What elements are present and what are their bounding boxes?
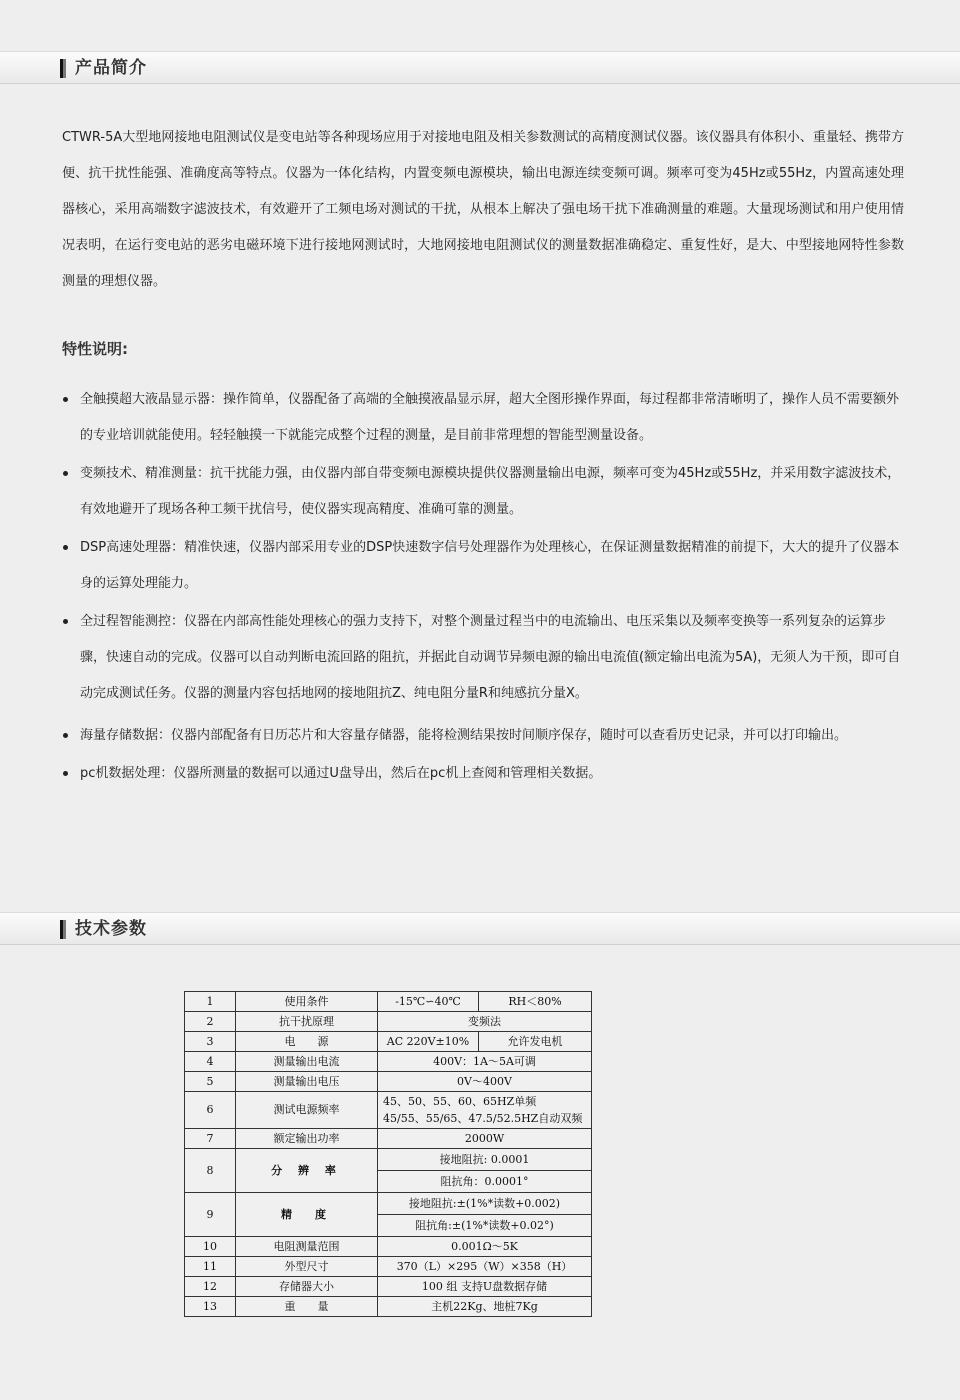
table-row [185, 1072, 592, 1092]
param-name: 电阻测量范围 [236, 1237, 378, 1257]
section-marker-icon [60, 59, 66, 78]
section-title-intro: 产品简介 [75, 58, 147, 78]
table-row [185, 1052, 592, 1072]
feature-item [62, 382, 906, 454]
row-number: 3 [185, 1032, 236, 1052]
section-header-intro [0, 51, 960, 84]
feature-text: DSP高速处理器：精准快速，仪器内部采用专业的DSP快速数字信号处理器作为处理核心，在保证测量数据精准的前提下，大大的提升了仪器本身的运算处理能力。 [80, 540, 900, 591]
feature-text: 全过程智能测控：仪器在内部高性能处理核心的强力支持下，对整个测量过程当中的电流输出、电压采集以及频率变换等一系列复杂的运算步骤，快速自动的完成。仪器可以自动判断电流回路的阻抗，并据此自动调节异频电源的输出电流值(额定输出电流为5A)，无须人为干预，即可自动完成测试任务。仪器的测量内容包括地网的接地阻抗Z、纯电阻分量R和纯感抗分量X。 [80, 614, 901, 701]
row-number: 13 [185, 1297, 236, 1317]
table-row [185, 992, 592, 1012]
section-marker-icon [60, 920, 66, 939]
param-value: 接地阻抗:±(1%*读数+0.002) [378, 1193, 592, 1215]
features-heading: 特性说明: [62, 340, 128, 358]
param-name: 电 源 [236, 1032, 378, 1052]
param-value-line: 45、50、55、60、65HZ单频 [383, 1095, 537, 1108]
feature-item [62, 530, 906, 602]
param-name: 额定输出功率 [236, 1129, 378, 1149]
param-value: 阻抗角:±(1%*读数+0.02°) [378, 1215, 592, 1237]
row-number: 8 [185, 1149, 236, 1193]
param-value: 0.001Ω～5K [378, 1237, 592, 1257]
feature-text: 变频技术、精准测量：抗干扰能力强，由仪器内部自带变频电源模块提供仪器测量输出电源，频率可变为45Hz或55Hz，并采用数字滤波技术，有效地避开了现场各种工频干扰信号，使仪器实现高精度、准确可靠的测量。 [80, 466, 901, 517]
feature-text: 全触摸超大液晶显示器：操作简单，仪器配备了高端的全触摸液晶显示屏，超大全图形操作界面，每过程都非常清晰明了，操作人员不需要额外的专业培训就能使用。轻轻触摸一下就能完成整个过程的测量，是目前非常理想的智能型测量设备。 [80, 392, 900, 443]
table-row [185, 1012, 592, 1032]
row-number: 1 [185, 992, 236, 1012]
row-number: 7 [185, 1129, 236, 1149]
param-value [378, 1092, 592, 1129]
param-name: 使用条件 [236, 992, 378, 1012]
row-number: 9 [185, 1193, 236, 1237]
section-title-specs: 技术参数 [75, 919, 147, 939]
param-name: 重 量 [236, 1297, 378, 1317]
bullet-icon [63, 733, 68, 738]
feature-item [62, 604, 906, 712]
bullet-icon [63, 471, 68, 476]
param-value: 接地阻抗: 0.0001 [378, 1149, 592, 1171]
param-name: 外型尺寸 [236, 1257, 378, 1277]
param-value: -15℃∽40℃ [378, 992, 479, 1012]
section-header-specs [0, 912, 960, 945]
param-name: 存储器大小 [236, 1277, 378, 1297]
param-value: 100 组 支持U盘数据存储 [378, 1277, 592, 1297]
table-row [185, 1193, 592, 1215]
bullet-icon [63, 545, 68, 550]
param-value: 阻抗角：0.0001° [378, 1171, 592, 1193]
row-number: 4 [185, 1052, 236, 1072]
param-value: 0V～400V [378, 1072, 592, 1092]
param-value: 主机22Kg、地桩7Kg [378, 1297, 592, 1317]
table-row [185, 1277, 592, 1297]
table-row [185, 1092, 592, 1129]
param-name: 分 辨 率 [236, 1149, 378, 1193]
features-list [62, 382, 906, 794]
feature-item [62, 718, 906, 754]
param-value: 370（L）×295（W）×358（H） [378, 1257, 592, 1277]
param-name: 测试电源频率 [236, 1092, 378, 1129]
param-name: 抗干扰原理 [236, 1012, 378, 1032]
param-value: RH＜80% [479, 992, 592, 1012]
table-row [185, 1297, 592, 1317]
param-name: 精 度 [236, 1193, 378, 1237]
param-value: 变频法 [378, 1012, 592, 1032]
param-value-line: 45/55、55/65、47.5/52.5HZ自动双频 [383, 1112, 583, 1125]
param-value: 2000W [378, 1129, 592, 1149]
row-number: 5 [185, 1072, 236, 1092]
feature-text: 海量存储数据：仪器内部配备有日历芯片和大容量存储器，能将检测结果按时间顺序保存，随时可以查看历史记录，并可以打印输出。 [80, 728, 848, 743]
param-name: 测量输出电流 [236, 1052, 378, 1072]
feature-item [62, 456, 906, 528]
param-value: 400V：1A～5A可调 [378, 1052, 592, 1072]
bullet-icon [63, 771, 68, 776]
feature-item [62, 756, 906, 792]
param-name: 测量输出电压 [236, 1072, 378, 1092]
table-row [185, 1149, 592, 1171]
feature-text: pc机数据处理：仪器所测量的数据可以通过U盘导出，然后在pc机上查阅和管理相关数据。 [80, 766, 602, 781]
table-row [185, 1032, 592, 1052]
table-row [185, 1129, 592, 1149]
table-row [185, 1237, 592, 1257]
row-number: 2 [185, 1012, 236, 1032]
row-number: 11 [185, 1257, 236, 1277]
intro-paragraph: CTWR-5A大型地网接地电阻测试仪是变电站等各种现场应用于对接地电阻及相关参数测试的高精度测试仪器。该仪器具有体积小、重量轻、携带方便、抗干扰性能强、准确度高等特点。仪器为一体化结构，内置变频电源模块，输出电源连续变频可调。频率可变为45Hz或55Hz，内置高速处理器核心，采用高端数字滤波技术，有效避开了工频电场对测试的干扰，从根本上解决了强电场干扰下准确测量的难题。大量现场测试和用户使用情况表明，在运行变电站的恶劣电磁环境下进行接地网测试时，大地网接地电阻测试仪的测量数据准确稳定、重复性好，是大、中型接地网特性参数测量的理想仪器。 [62, 130, 904, 289]
row-number: 12 [185, 1277, 236, 1297]
table-row [185, 1257, 592, 1277]
row-number: 6 [185, 1092, 236, 1129]
spec-table [184, 991, 592, 1317]
param-value: 允许发电机 [479, 1032, 592, 1052]
row-number: 10 [185, 1237, 236, 1257]
param-value: AC 220V±10% [378, 1032, 479, 1052]
bullet-icon [63, 619, 68, 624]
bullet-icon [63, 397, 68, 402]
